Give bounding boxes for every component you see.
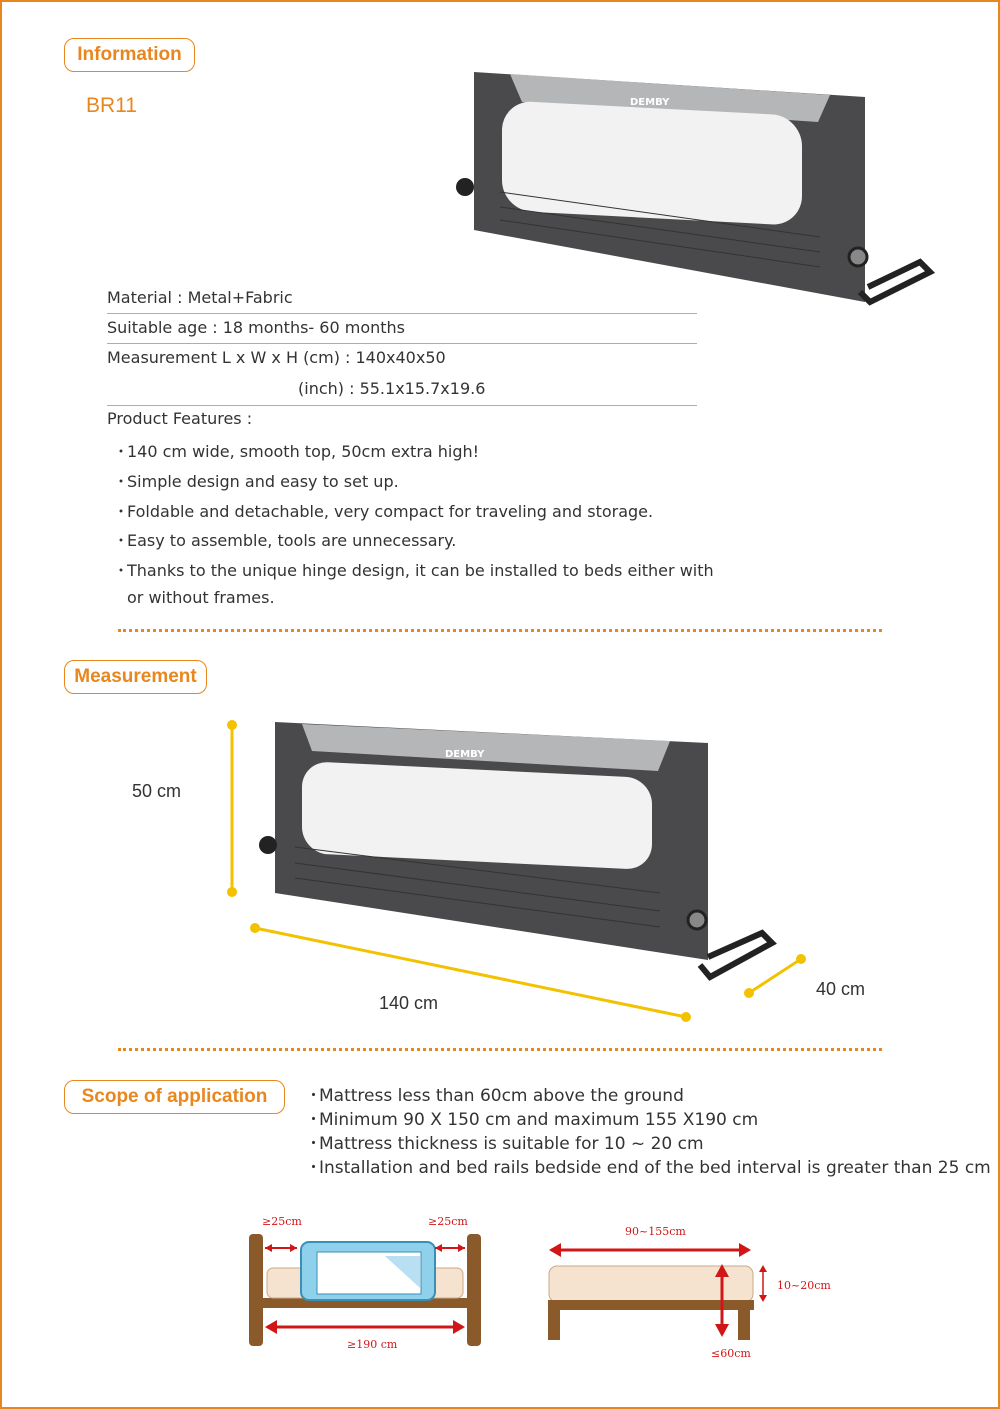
bed-rail-product-image: [440, 62, 940, 317]
measurement-diagram: [220, 715, 820, 1025]
feature-item: ・Foldable and detachable, very compact for traveling and storage.: [113, 502, 654, 521]
dotted-divider: [118, 629, 882, 632]
gap-left-label: ≥25cm: [262, 1215, 302, 1228]
feature-item: ・Simple design and easy to set up.: [113, 472, 399, 491]
length-dimension-label: 140 cm: [379, 993, 439, 1013]
divider: [107, 313, 697, 314]
spec-age: Suitable age : 18 months- 60 months: [107, 318, 405, 337]
feature-item: ・140 cm wide, smooth top, 50cm extra high!: [113, 442, 480, 461]
scope-heading: Scope of application: [64, 1080, 285, 1114]
bed-side-view-diagram: [545, 1240, 785, 1345]
thickness-label: 10~20cm: [777, 1279, 831, 1292]
scope-item: ・Mattress less than 60cm above the ground: [305, 1086, 684, 1106]
width-dimension-label: 40 cm: [816, 979, 866, 999]
brand-logo: DEMBY: [630, 97, 670, 108]
feature-item: ・Thanks to the unique hinge design, it can be installed to beds either with: [113, 561, 714, 580]
bed-height-label: ≤60cm: [711, 1347, 751, 1360]
bed-top-view-diagram: [245, 1230, 485, 1350]
feature-item-continued: or without frames.: [127, 588, 275, 607]
height-dimension-label: 50 cm: [132, 781, 182, 801]
divider: [107, 405, 697, 406]
scope-item: ・Mattress thickness is suitable for 10 ~ 20 cm: [305, 1134, 704, 1154]
information-heading: Information: [64, 38, 195, 72]
spec-material: Material : Metal+Fabric: [107, 288, 293, 307]
scope-item: ・Minimum 90 X 150 cm and maximum 155 X190 cm: [305, 1110, 759, 1130]
bed-length-label: ≥190 cm: [347, 1338, 398, 1351]
spec-measurement-inch: (inch) : 55.1x15.7x19.6: [298, 379, 486, 398]
divider: [107, 343, 697, 344]
model-number: BR11: [86, 94, 137, 117]
features-title: Product Features :: [107, 409, 253, 428]
feature-item: ・Easy to assemble, tools are unnecessary.: [113, 531, 457, 550]
measurement-heading: Measurement: [64, 660, 207, 694]
dotted-divider: [118, 1048, 882, 1051]
spec-measurement-cm: Measurement L x W x H (cm) : 140x40x50: [107, 348, 446, 367]
scope-item: ・Installation and bed rails bedside end of the bed interval is greater than 25 cm: [305, 1158, 991, 1178]
bed-width-label: 90~155cm: [625, 1225, 686, 1238]
gap-right-label: ≥25cm: [428, 1215, 468, 1228]
brand-logo: DEMBY: [445, 749, 485, 760]
